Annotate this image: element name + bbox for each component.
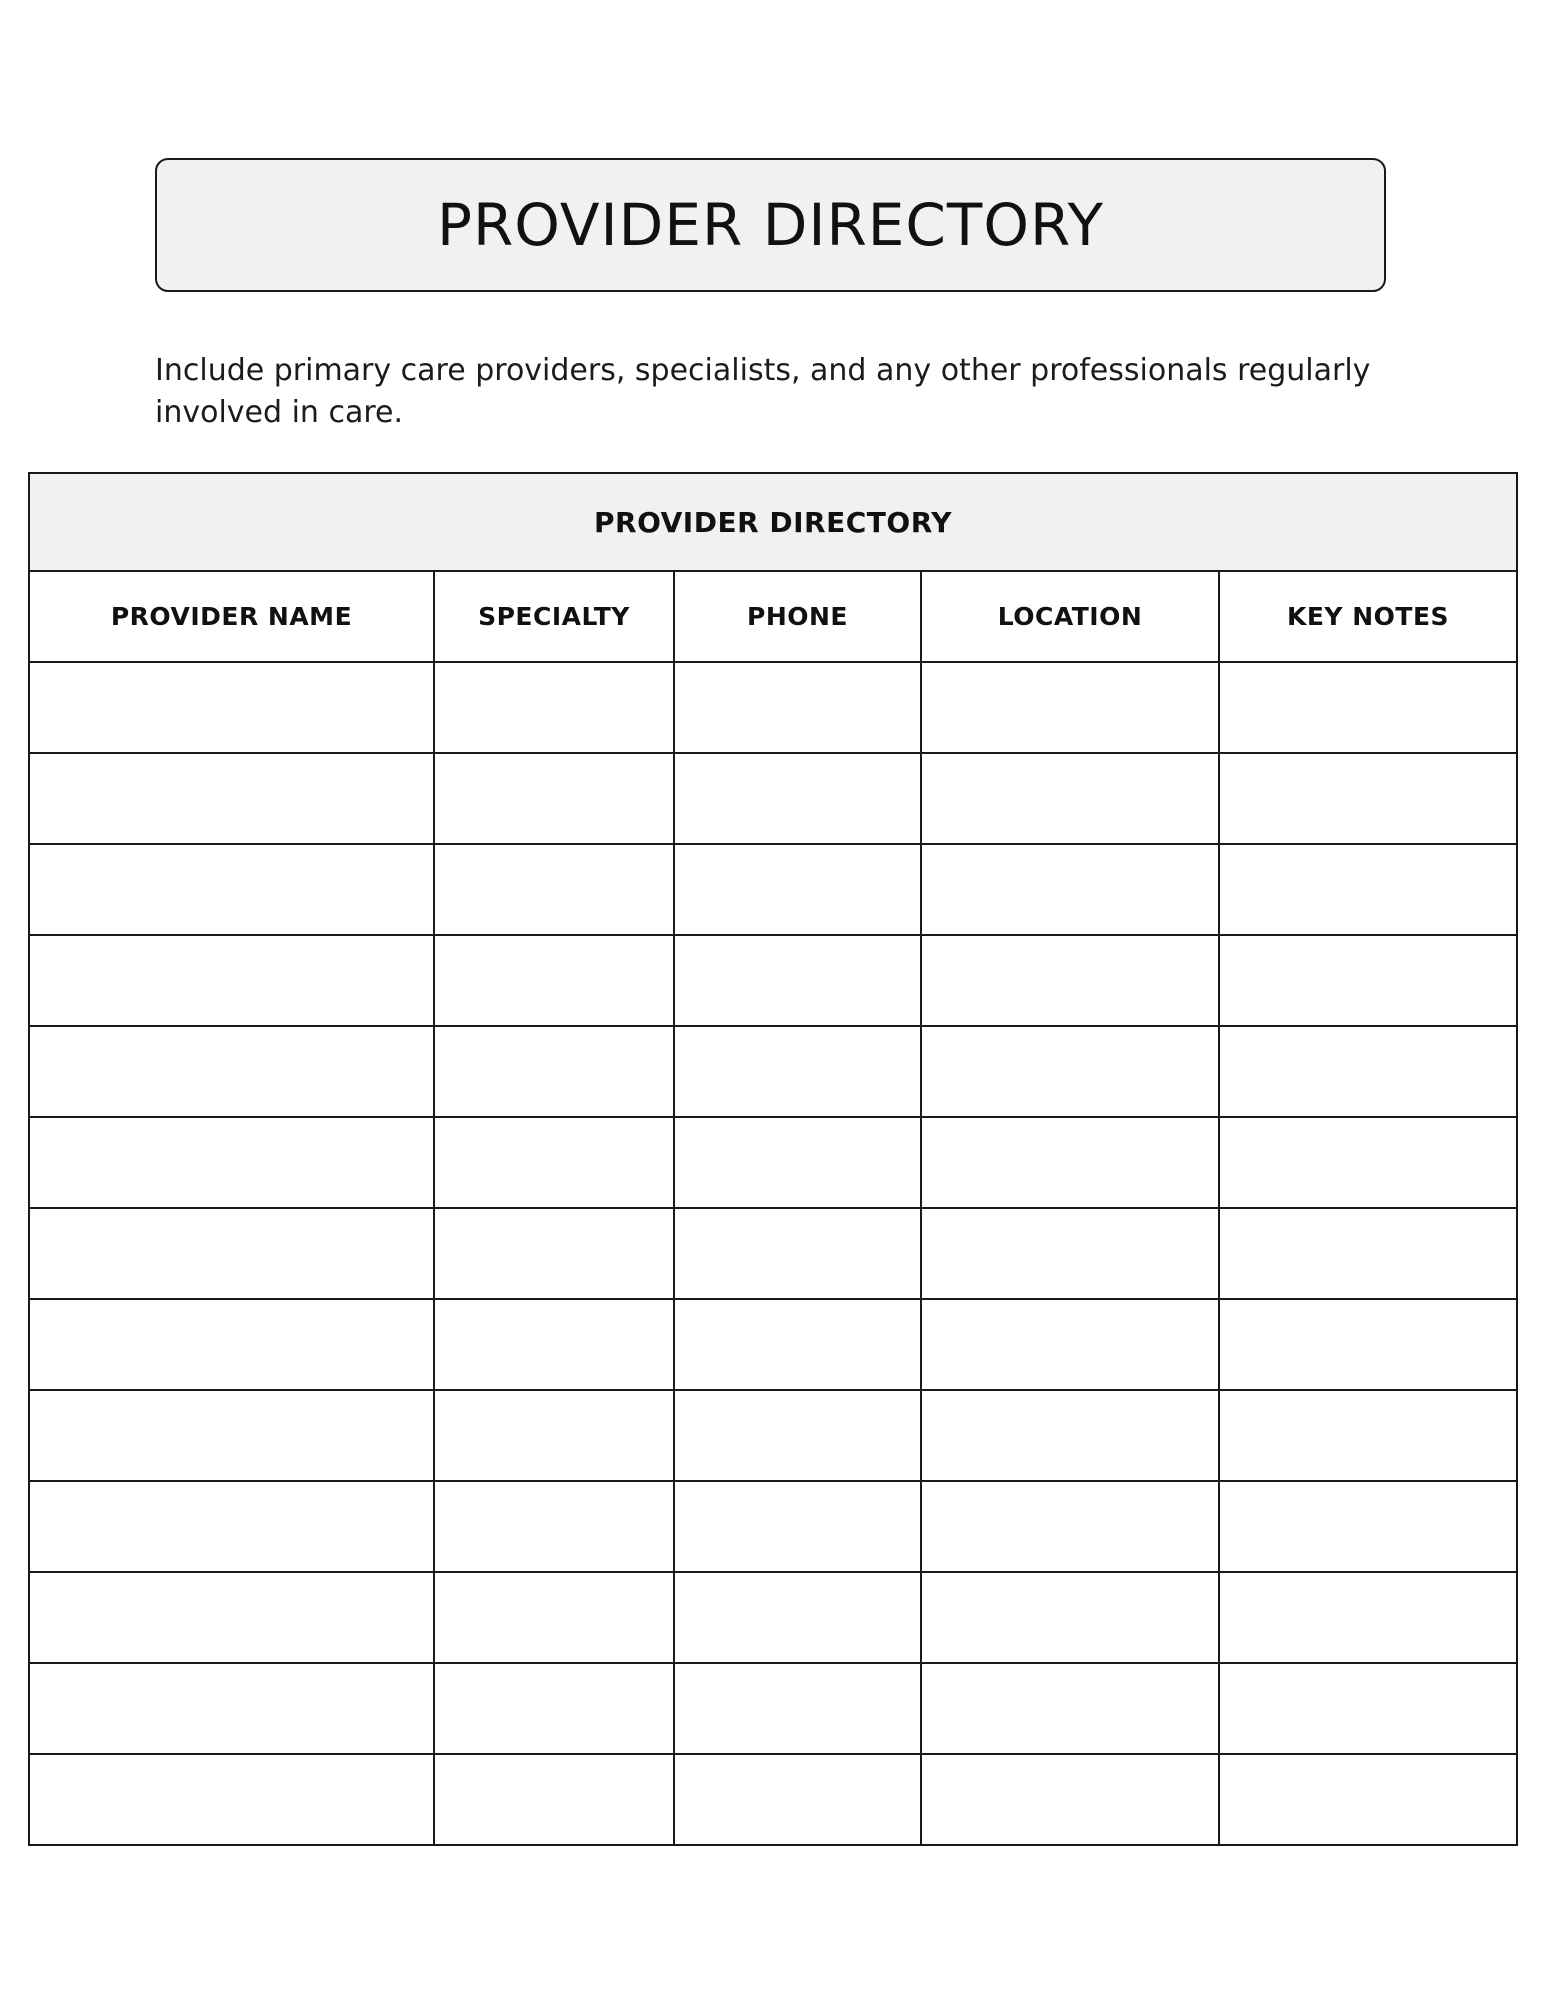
cell-key-notes[interactable]	[1219, 935, 1517, 1026]
table-title-row	[29, 473, 1517, 571]
cell-phone[interactable]	[674, 1299, 921, 1390]
cell-specialty[interactable]	[434, 1299, 674, 1390]
cell-phone[interactable]	[674, 1390, 921, 1481]
cell-location[interactable]	[921, 1299, 1219, 1390]
cell-provider-name[interactable]	[29, 753, 434, 844]
table-row	[29, 1572, 1517, 1663]
cell-location[interactable]	[921, 753, 1219, 844]
cell-provider-name[interactable]	[29, 844, 434, 935]
cell-key-notes[interactable]	[1219, 1572, 1517, 1663]
cell-location[interactable]	[921, 1026, 1219, 1117]
table-row	[29, 662, 1517, 753]
column-header-key-notes: KEY NOTES	[1219, 571, 1517, 662]
cell-specialty[interactable]	[434, 1754, 674, 1845]
column-header-location: LOCATION	[921, 571, 1219, 662]
cell-key-notes[interactable]	[1219, 1117, 1517, 1208]
cell-phone[interactable]	[674, 662, 921, 753]
cell-specialty[interactable]	[434, 935, 674, 1026]
cell-provider-name[interactable]	[29, 1299, 434, 1390]
cell-location[interactable]	[921, 1117, 1219, 1208]
table-row	[29, 1299, 1517, 1390]
cell-phone[interactable]	[674, 753, 921, 844]
cell-specialty[interactable]	[434, 1390, 674, 1481]
column-header-phone: PHONE	[674, 571, 921, 662]
cell-key-notes[interactable]	[1219, 662, 1517, 753]
cell-phone[interactable]	[674, 1117, 921, 1208]
cell-key-notes[interactable]	[1219, 1026, 1517, 1117]
cell-phone[interactable]	[674, 844, 921, 935]
cell-location[interactable]	[921, 1481, 1219, 1572]
table-row	[29, 1117, 1517, 1208]
cell-key-notes[interactable]	[1219, 1481, 1517, 1572]
cell-phone[interactable]	[674, 935, 921, 1026]
cell-location[interactable]	[921, 844, 1219, 935]
cell-key-notes[interactable]	[1219, 1754, 1517, 1845]
table-row	[29, 753, 1517, 844]
cell-provider-name[interactable]	[29, 1481, 434, 1572]
cell-location[interactable]	[921, 935, 1219, 1026]
cell-provider-name[interactable]	[29, 1572, 434, 1663]
cell-location[interactable]	[921, 1390, 1219, 1481]
cell-provider-name[interactable]	[29, 1663, 434, 1754]
table-row	[29, 1026, 1517, 1117]
table-body	[29, 662, 1517, 1845]
cell-phone[interactable]	[674, 1481, 921, 1572]
cell-provider-name[interactable]	[29, 1026, 434, 1117]
cell-specialty[interactable]	[434, 1208, 674, 1299]
cell-key-notes[interactable]	[1219, 1663, 1517, 1754]
cell-key-notes[interactable]	[1219, 1390, 1517, 1481]
table-row	[29, 1663, 1517, 1754]
cell-location[interactable]	[921, 1572, 1219, 1663]
table-row	[29, 844, 1517, 935]
cell-specialty[interactable]	[434, 1663, 674, 1754]
cell-provider-name[interactable]	[29, 662, 434, 753]
cell-phone[interactable]	[674, 1572, 921, 1663]
cell-provider-name[interactable]	[29, 1208, 434, 1299]
column-header-specialty: SPECIALTY	[434, 571, 674, 662]
cell-specialty[interactable]	[434, 662, 674, 753]
cell-provider-name[interactable]	[29, 1754, 434, 1845]
cell-key-notes[interactable]	[1219, 1299, 1517, 1390]
cell-phone[interactable]	[674, 1754, 921, 1845]
cell-specialty[interactable]	[434, 1481, 674, 1572]
column-header-row	[29, 571, 1517, 662]
table-title: PROVIDER DIRECTORY	[29, 473, 1517, 571]
provider-directory-table	[28, 472, 1518, 1846]
cell-location[interactable]	[921, 1208, 1219, 1299]
table-row	[29, 1481, 1517, 1572]
title-box	[155, 158, 1386, 292]
table-row	[29, 1754, 1517, 1845]
cell-key-notes[interactable]	[1219, 1208, 1517, 1299]
intro-text: Include primary care providers, specialists, and any other professionals regularly involved in care.	[155, 353, 1371, 430]
cell-specialty[interactable]	[434, 753, 674, 844]
cell-provider-name[interactable]	[29, 1390, 434, 1481]
cell-specialty[interactable]	[434, 844, 674, 935]
table-row	[29, 935, 1517, 1026]
table-row	[29, 1390, 1517, 1481]
table-row	[29, 1208, 1517, 1299]
cell-key-notes[interactable]	[1219, 753, 1517, 844]
cell-phone[interactable]	[674, 1663, 921, 1754]
cell-provider-name[interactable]	[29, 1117, 434, 1208]
cell-location[interactable]	[921, 662, 1219, 753]
column-header-provider-name: PROVIDER NAME	[29, 571, 434, 662]
cell-phone[interactable]	[674, 1208, 921, 1299]
cell-key-notes[interactable]	[1219, 844, 1517, 935]
cell-phone[interactable]	[674, 1026, 921, 1117]
cell-location[interactable]	[921, 1754, 1219, 1845]
cell-provider-name[interactable]	[29, 935, 434, 1026]
cell-specialty[interactable]	[434, 1117, 674, 1208]
cell-specialty[interactable]	[434, 1026, 674, 1117]
cell-specialty[interactable]	[434, 1572, 674, 1663]
cell-location[interactable]	[921, 1663, 1219, 1754]
page-title: PROVIDER DIRECTORY	[436, 191, 1105, 259]
